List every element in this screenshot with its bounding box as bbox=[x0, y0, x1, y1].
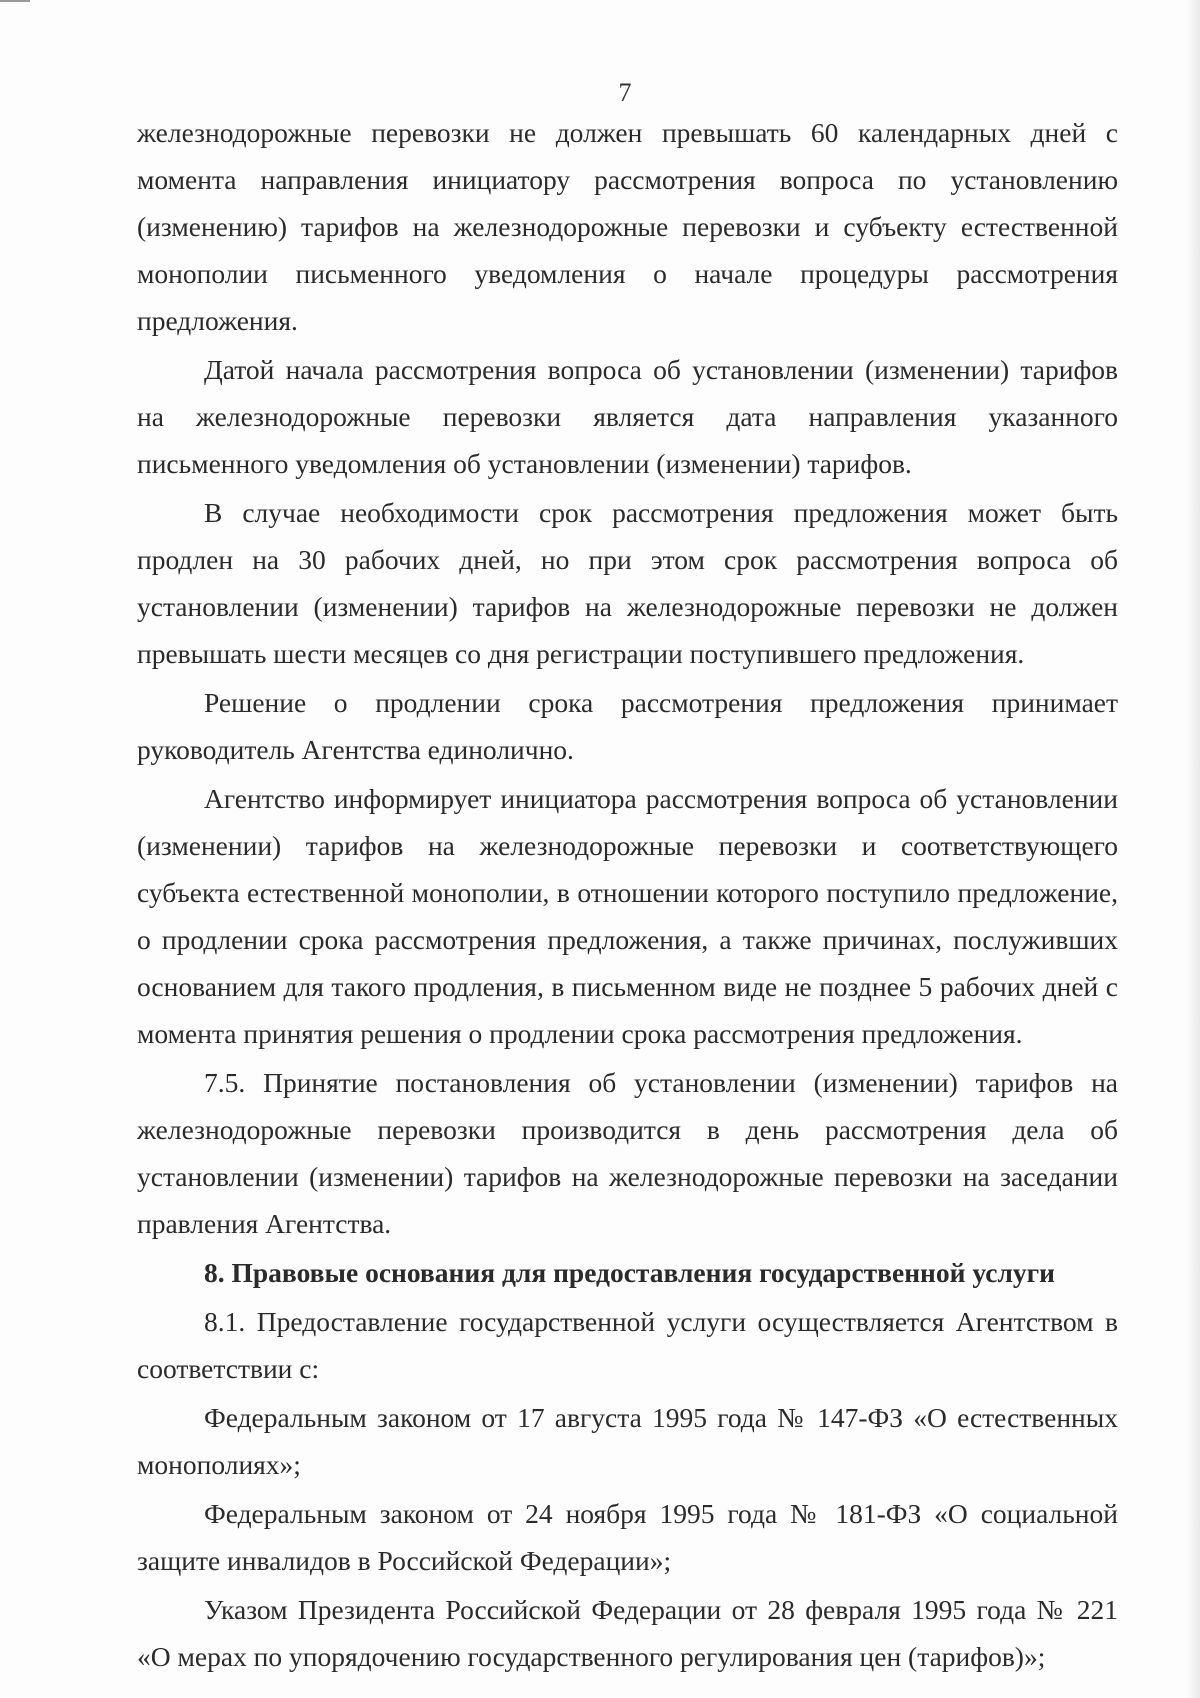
paragraph-decision: Решение о продлении срока рассмотрения предложения принимает руководитель Агентства единолично. bbox=[137, 687, 1118, 765]
legal-basis-item-decree-221: Указом Президента Российской Федерации от 28 февраля 1995 года № 221 «О мерах по упорядочению государственного регулирования цен (тарифов)»; bbox=[137, 1594, 1118, 1672]
paragraph-notification: Агентство информирует инициатора рассмотрения вопроса об установлении (изменении) тарифов на железнодорожные перевозки и соответствующего субъекта естественной монополии, в отношении которого поступило предложение, о продлении срока рассмотрения предложения, а также причинах, послуживших основанием для такого продления, в письменном виде не позднее 5 рабочих дней с момента принятия решения о продлении срока рассмотрения предложения. bbox=[137, 783, 1118, 1049]
page-number: 7 bbox=[618, 78, 632, 107]
paragraph-continuation: железнодорожные перевозки не должен превышать 60 календарных дней с момента направления инициатору рассмотрения вопроса по установлению (изменению) тарифов на железнодорожные перевозки и субъекту естественной монополии письменного уведомления о начале процедуры рассмотрения предложения. bbox=[137, 117, 1118, 336]
paragraph-start-date: Датой начала рассмотрения вопроса об установлении (изменении) тарифов на железнодорожные перевозки является дата направления указанного письменного уведомления об установлении (изменении) тарифов. bbox=[137, 354, 1118, 479]
document-body bbox=[137, 109, 1118, 1682]
scan-edge-shadow bbox=[1186, 0, 1200, 1698]
legal-basis-item-147-fz: Федеральным законом от 17 августа 1995 года № 147-ФЗ «О естественных монополиях»; bbox=[137, 1402, 1118, 1480]
paragraph-7-5: 7.5. Принятие постановления об установлении (изменении) тарифов на железнодорожные перевозки производится в день рассмотрения дела об установлении (изменении) тарифов на железнодорожные перевозки на заседании правления Агентства. bbox=[137, 1067, 1118, 1239]
paragraph-8-1: 8.1. Предоставление государственной услуги осуществляется Агентством в соответствии с: bbox=[137, 1306, 1118, 1384]
scan-corner-mark bbox=[0, 0, 30, 2]
section-heading-8: 8. Правовые основания для предоставления государственной услуги bbox=[204, 1257, 1055, 1288]
paragraph-extension: В случае необходимости срок рассмотрения предложения может быть продлен на 30 рабочих дней, но при этом срок рассмотрения вопроса об установлении (изменении) тарифов на железнодорожные перевозки не должен превышать шести месяцев со дня регистрации поступившего предложения. bbox=[137, 497, 1118, 669]
legal-basis-item-181-fz: Федеральным законом от 24 ноября 1995 года № 181-ФЗ «О социальной защите инвалидов в Российской Федерации»; bbox=[137, 1498, 1118, 1576]
